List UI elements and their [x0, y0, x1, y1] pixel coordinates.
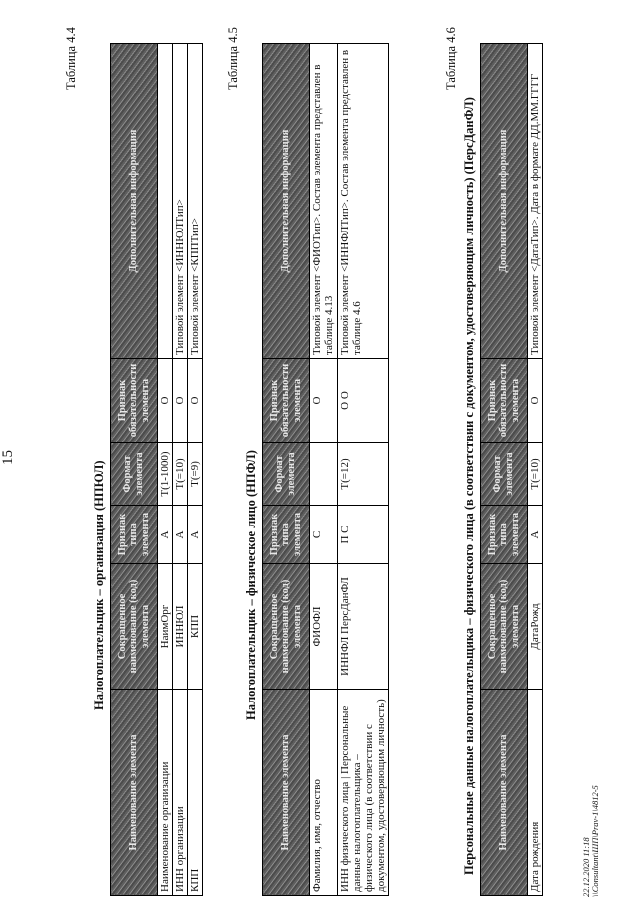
table-row	[188, 44, 203, 896]
cell-format	[310, 443, 338, 506]
cell-required: О	[310, 359, 338, 443]
footer-stamp	[582, 785, 601, 897]
cell-format: T(1-1000)	[158, 443, 173, 506]
header-type-flag: Признак типа элемента	[481, 506, 528, 564]
footer-path: \\Consultant\ШП\Prav-1\4812-5	[590, 785, 601, 897]
table-4-5	[262, 43, 389, 896]
table-4-4-number: Таблица 4.4	[64, 27, 78, 90]
header-additional-info: Дополнительная информация	[481, 44, 528, 359]
table-4-5-header-row	[263, 44, 310, 896]
header-element-name: Наименование элемента	[111, 690, 158, 896]
cell-info: Типовой элемент <КППТип>	[188, 44, 203, 359]
table-row	[310, 44, 338, 896]
header-required-flag: Признак обязательности элемента	[263, 359, 310, 443]
header-format: Формат элемента	[111, 443, 158, 506]
header-format: Формат элемента	[263, 443, 310, 506]
header-short-code: Сокращенное наименование (код) элемента	[481, 564, 528, 690]
cell-info: Типовой элемент <ИННФЛТип>. Состав элемента представлен в таблице 4.6	[338, 44, 389, 359]
cell-name: Фамилия, имя, отчество	[310, 690, 338, 896]
footer-timestamp: 22.12.2020 11:18	[581, 837, 591, 897]
table-4-5-title: Налогоплательщик – физическое лицо (НПФЛ)	[244, 450, 258, 720]
cell-info: Типовой элемент <ДатаТип>. Дата в формате ДД.ММ.ГГГГ	[528, 44, 543, 359]
cell-info: Типовой элемент <ФИОТип>. Состав элемента представлен в таблице 4.13	[310, 44, 338, 359]
cell-code: КПП	[188, 564, 203, 690]
table-4-4-header-row	[111, 44, 158, 896]
cell-type: А	[158, 506, 173, 564]
page-number: 15	[0, 450, 16, 465]
cell-required: О О	[338, 359, 389, 443]
header-type-flag: Признак типа элемента	[263, 506, 310, 564]
table-4-6-header-row	[481, 44, 528, 896]
cell-code: ИННЮЛ	[173, 564, 188, 690]
cell-info	[158, 44, 173, 359]
header-required-flag: Признак обязательности элемента	[111, 359, 158, 443]
table-4-6-number: Таблица 4.6	[444, 27, 458, 90]
table-row	[173, 44, 188, 896]
cell-type: А	[188, 506, 203, 564]
cell-format: T(=12)	[338, 443, 389, 506]
header-format: Формат элемента	[481, 443, 528, 506]
cell-code: ИННФЛ ПерсДанФЛ	[338, 564, 389, 690]
header-required-flag: Признак обязательности элемента	[481, 359, 528, 443]
header-type-flag: Признак типа элемента	[111, 506, 158, 564]
cell-name: ИНН организации	[173, 690, 188, 896]
cell-format: T(=10)	[173, 443, 188, 506]
table-row	[158, 44, 173, 896]
table-row	[338, 44, 389, 896]
table-row	[528, 44, 543, 896]
header-element-name: Наименование элемента	[481, 690, 528, 896]
header-short-code: Сокращенное наименование (код) элемента	[111, 564, 158, 690]
table-4-6	[480, 43, 543, 896]
cell-type: А	[173, 506, 188, 564]
header-element-name: Наименование элемента	[263, 690, 310, 896]
table-4-5-number: Таблица 4.5	[226, 27, 240, 90]
cell-code: ДатаРожд	[528, 564, 543, 690]
table-4-4	[110, 43, 203, 896]
cell-type: А	[528, 506, 543, 564]
cell-type: С	[310, 506, 338, 564]
cell-info: Типовой элемент <ИННЮЛТип>	[173, 44, 188, 359]
cell-name: КПП	[188, 690, 203, 896]
cell-format: T(=9)	[188, 443, 203, 506]
header-additional-info: Дополнительная информация	[111, 44, 158, 359]
cell-name: Наименование организации	[158, 690, 173, 896]
header-short-code: Сокращенное наименование (код) элемента	[263, 564, 310, 690]
cell-required: О	[173, 359, 188, 443]
cell-code: НаимОрг	[158, 564, 173, 690]
cell-format: T(=10)	[528, 443, 543, 506]
cell-type: П С	[338, 506, 389, 564]
cell-required: О	[188, 359, 203, 443]
cell-code: ФИОФЛ	[310, 564, 338, 690]
header-additional-info: Дополнительная информация	[263, 44, 310, 359]
cell-required: О	[528, 359, 543, 443]
table-4-4-title: Налогоплательщик – организация (НПЮЛ)	[92, 460, 106, 710]
cell-required: О	[158, 359, 173, 443]
cell-name: Дата рождения	[528, 690, 543, 896]
table-4-6-title: Персональные данные налогоплательщика – физического лица (в соответствии с документом, удостоверяющим личность) (ПерсДанФЛ)	[462, 97, 476, 875]
cell-name: ИНН физического лица | Персональные данные налогоплательщика – физического лица (в соответствии с документом, удостоверяющим личность)	[338, 690, 389, 896]
